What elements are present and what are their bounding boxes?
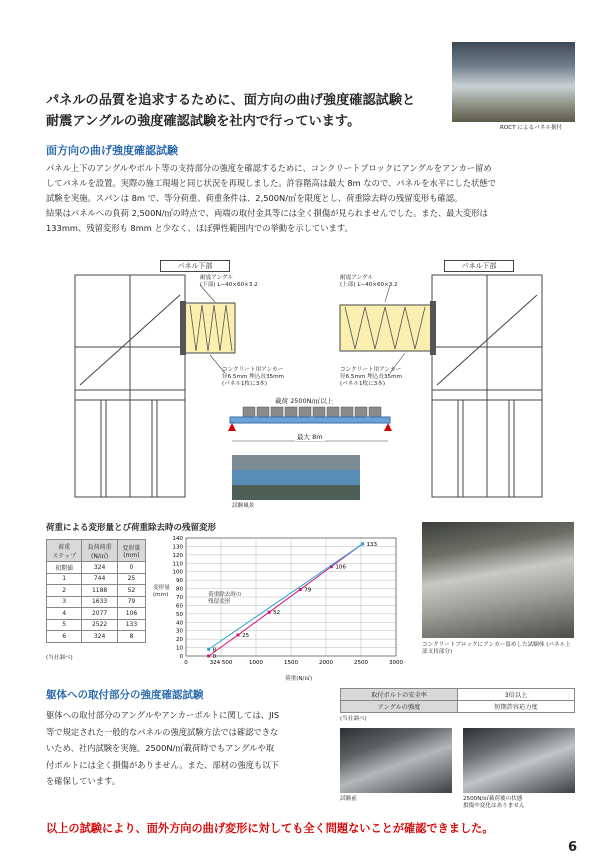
right-anchor-line: 径6.5mm 埋込長35mm — [340, 374, 402, 380]
section1-line: してパネルを設置。実際の施工現場と同じ状況を再現しました。許容階高は最大 8m なので、パネルを水平にした状態で — [46, 178, 496, 188]
table-cell: 744 — [82, 573, 117, 585]
table-header: 荷重 ステップ — [47, 540, 82, 562]
load-table — [46, 539, 146, 643]
data-point — [207, 655, 210, 658]
data-point — [237, 633, 240, 636]
table-cell: 1188 — [82, 585, 117, 597]
table-row — [47, 573, 146, 585]
y-tick-label: 20 — [176, 637, 183, 644]
headline-line-1: パネルの品質を追求するために、面方向の曲げ強度確認試験と — [46, 93, 416, 108]
spec-value: 3倍以上 — [458, 689, 575, 701]
x-tick-label: 324 500 — [209, 660, 233, 666]
y-tick-label: 0 — [179, 654, 183, 660]
chart-section-title: 荷重による変形量とび荷重除去時の残留変形 — [46, 523, 217, 533]
y-tick-label: 50 — [176, 611, 183, 618]
chart-annotation-line: 残留変形 — [208, 599, 231, 605]
table-cell: 2522 — [82, 619, 117, 631]
photo-before — [340, 728, 452, 793]
deformation-chart — [150, 530, 410, 685]
y-tick-label: 10 — [176, 645, 183, 652]
y-tick-label: 140 — [172, 536, 183, 542]
section1-line: パネル上下のアングルやボルト等の支持部分の強度を確認するために、コンクリートブロックにアングルをアンカー留め — [46, 163, 492, 173]
section1-line: 結果はパネルへの負荷 2,500N/㎡の時点で、両端の取付金具等には全く損傷が見られませんでした。また、最大変形は — [46, 208, 488, 218]
photo-after-line: 2500N/㎡載荷後の状態 — [463, 796, 523, 802]
section2-line: 等で規定された一般的なパネルの強度試験方法では確認できな — [46, 726, 279, 737]
y-tick-label: 90 — [176, 578, 183, 585]
table-row — [47, 596, 146, 608]
table-cell: 133 — [117, 619, 145, 631]
top-photo — [452, 42, 575, 122]
table-row — [47, 585, 146, 597]
right-anchor-line: (パネル1枚に3本) — [340, 381, 386, 387]
table-cell: 324 — [82, 562, 117, 574]
table-header: 変形量 (mm) — [117, 540, 145, 562]
table-cell: 2 — [47, 585, 82, 597]
left-angle-line: 耐震アングル — [200, 275, 234, 281]
chart-annotation-line: 荷重除去時の — [208, 592, 242, 598]
y-tick-label: 110 — [172, 561, 183, 568]
data-label: 25 — [242, 632, 250, 639]
table-cell: 52 — [117, 585, 145, 597]
table-row — [47, 631, 146, 643]
left-angle-label — [200, 275, 258, 289]
right-panel-label: パネル下部 — [444, 260, 514, 272]
headline — [46, 90, 426, 132]
x-tick-label: 2000 — [319, 660, 333, 666]
table-cell: 79 — [117, 596, 145, 608]
data-label: 0 — [212, 654, 217, 660]
right-angle-label — [340, 275, 398, 289]
page-number: 6 — [568, 840, 578, 855]
table-cell: 1633 — [82, 596, 117, 608]
y-tick-label: 100 — [172, 569, 183, 576]
specimen-photo — [422, 522, 574, 638]
table-row — [47, 562, 146, 574]
spec-table — [340, 688, 575, 713]
photo-after — [463, 728, 575, 793]
section1-title: 面方向の曲げ強度確認試験 — [46, 144, 178, 157]
section2-title: 躯体への取付部分の強度確認試験 — [46, 689, 204, 701]
left-angle-line: (下部) L−40×60×3.2 — [200, 282, 258, 288]
table-header: 負荷荷重 (N/㎡) — [82, 540, 117, 562]
y-tick-label: 40 — [176, 620, 183, 627]
table-cell: 1 — [47, 573, 82, 585]
table-note: (当社調べ) — [46, 655, 73, 661]
section2-line: 躯体への取付部分のアングルやアンカーボルトに関しては、JIS — [46, 710, 280, 720]
x-tick-label: 0 — [184, 660, 188, 666]
specimen-photo-caption: コンクリートブロックにアンカー留めした試験体 (パネル上部支持部分) — [422, 642, 571, 655]
headline-line-2: 耐震アングルの強度確認試験を社内で行っています。 — [46, 114, 361, 129]
table-row — [341, 689, 575, 701]
x-tick-label: 2500 — [354, 660, 368, 666]
section2-line: を確保しています。 — [46, 776, 121, 786]
load-label: 載荷 2500N/㎡以上 — [275, 397, 334, 405]
data-label: 8 — [212, 647, 217, 654]
right-anchor-line: コンクリート用アンカー — [340, 367, 402, 373]
left-anchor-line: (パネル1枚に3本) — [222, 381, 268, 387]
section1-line: 133mm、残留変形も 8mm と少なく、ほぼ弾性範囲内での挙動を示しています。 — [46, 223, 353, 233]
data-label: 106 — [335, 564, 346, 571]
data-point — [207, 648, 210, 651]
photo-after-line: 損傷や変化はありません — [463, 803, 525, 809]
top-photo-caption: ROCT によるパネル据付 — [500, 125, 563, 131]
spec-key: アングルの強度 — [341, 701, 458, 713]
x-tick-label: 1500 — [284, 660, 298, 666]
table-cell: 25 — [117, 573, 145, 585]
section2-line: いため、社内試験を実施。2500N/㎡載荷時でもアングルや取 — [46, 743, 275, 753]
chart-ylabel: 変形量 (mm) — [153, 585, 170, 598]
span-label: 最大 8m — [297, 433, 323, 441]
y-tick-label: 30 — [176, 628, 183, 635]
y-tick-label: 60 — [176, 603, 183, 610]
section1-body — [46, 161, 576, 236]
chart-annotation — [208, 592, 242, 606]
table-cell: 4 — [47, 608, 82, 620]
table-cell: 5 — [47, 619, 82, 631]
table-cell: 2077 — [82, 608, 117, 620]
table-cell: 324 — [82, 631, 117, 643]
y-tick-label: 120 — [172, 552, 183, 559]
table-cell: 8 — [117, 631, 145, 643]
chart-xlabel: 荷重(N/㎡) — [285, 676, 313, 682]
table-cell: 6 — [47, 631, 82, 643]
table-row — [341, 701, 575, 713]
table-row — [47, 619, 146, 631]
conclusion: 以上の試験により、面外方向の曲げ変形に対しても全く問題ないことが確認できました。 — [46, 822, 494, 835]
photo-after-caption — [463, 796, 525, 810]
right-anchor-label — [340, 367, 402, 388]
section1-line: 試験を実施。スパンは 8m で、等分荷重、荷重条件は、2,500N/㎡を限度とし、荷重除去時の残留変形も確認。 — [46, 193, 463, 203]
section2-line: 付ボルトには全く損傷がありません。また、部材の強度も以下 — [46, 759, 279, 770]
table-cell: 初期値 — [47, 562, 82, 574]
y-tick-label: 70 — [176, 595, 183, 601]
y-tick-label: 130 — [172, 544, 183, 551]
test-photo-caption: 試験風景 — [232, 503, 255, 509]
test-setup-diagram — [0, 255, 607, 500]
x-tick-label: 3000 — [389, 660, 403, 666]
right-angle-line: 耐震アングル — [340, 275, 374, 281]
data-label: 52 — [273, 610, 281, 617]
table-row — [47, 608, 146, 620]
spec-note: (当社調べ) — [340, 716, 367, 722]
y-tick-label: 80 — [176, 586, 183, 593]
left-panel-label: パネル下部 — [160, 260, 230, 272]
table-cell: 0 — [117, 562, 145, 574]
data-label: 133 — [366, 541, 378, 548]
x-tick-label: 1000 — [249, 660, 263, 666]
spec-key: 取付ボルトの安全率 — [341, 689, 458, 701]
section2-body — [46, 707, 326, 790]
spec-value: 短期許容応力度 — [458, 701, 575, 713]
right-angle-line: (上部) L−40×60×3.2 — [340, 282, 398, 288]
data-point — [361, 542, 364, 545]
data-point — [299, 588, 302, 591]
left-anchor-line: 径6.5mm 埋込長35mm — [222, 374, 284, 380]
table-cell: 3 — [47, 596, 82, 608]
photo-before-caption: 試験前 — [340, 796, 357, 802]
table-cell: 106 — [117, 608, 145, 620]
left-anchor-line: コンクリート用アンカー — [222, 367, 284, 373]
data-label: 79 — [304, 587, 312, 594]
left-anchor-label — [222, 367, 284, 388]
data-point — [268, 611, 271, 614]
